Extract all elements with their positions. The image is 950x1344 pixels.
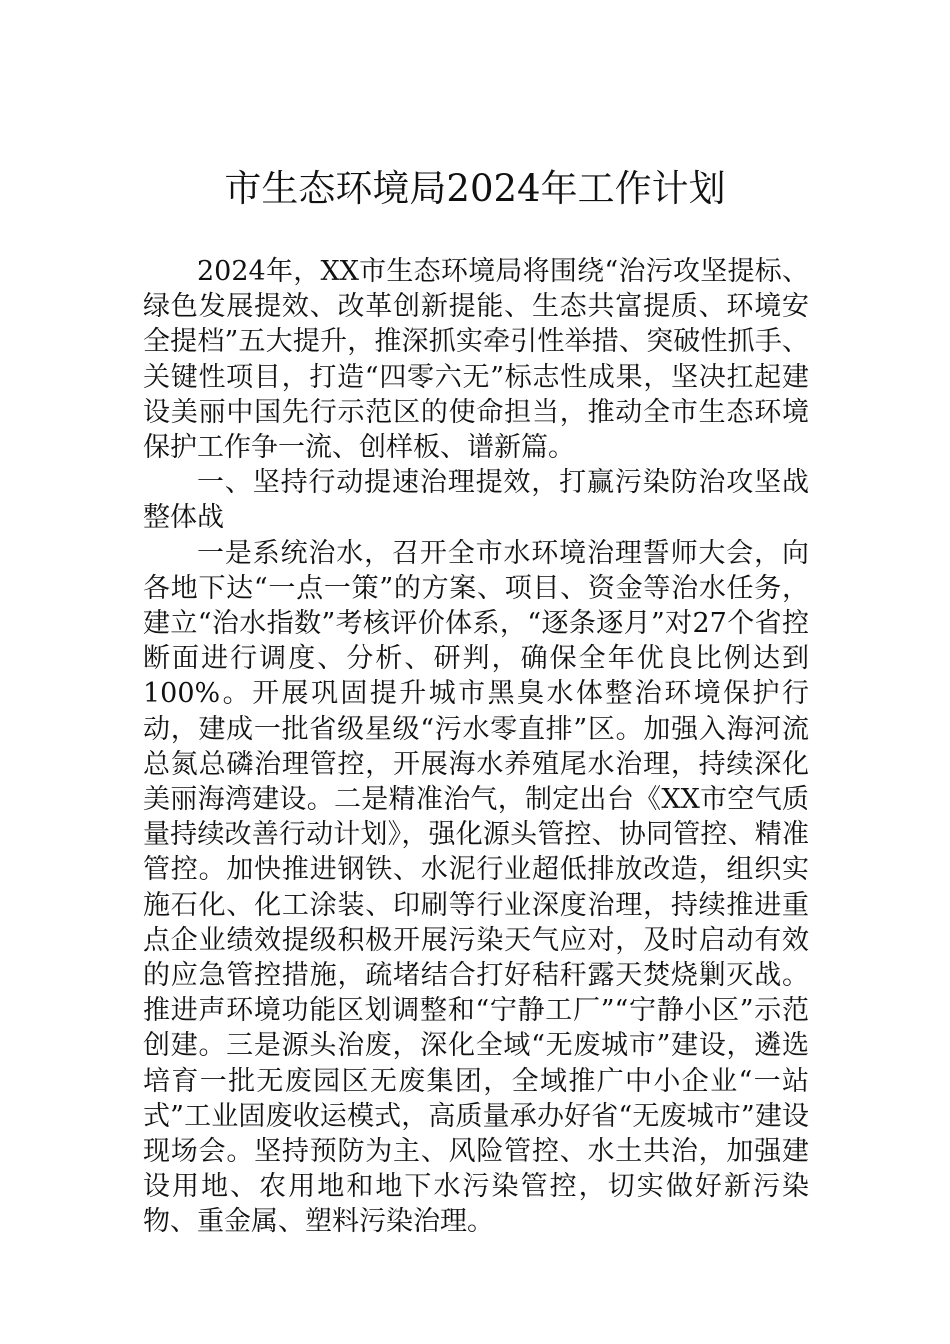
document-body — [143, 254, 809, 1240]
section-1-paragraph: 一是系统治水，召开全市水环境治理誓师大会，向各地下达“一点一策”的方案、项目、资金等治水任务，建立“治水指数”考核评价体系，“逐条逐月”对27个省控断面进行调度、分析、研判，确保全年优良比例达到100%。开展巩固提升城市黑臭水体整治环境保护行动，建成一批省级星级“污水零直排”区。加强入海河流总氮总磷治理管控，开展海水养殖尾水治理，持续深化美丽海湾建设。二是精准治气，制定出台《XX市空气质量持续改善行动计划》，强化源头管控、协同管控、精准管控。加快推进钢铁、水泥行业超低排放改造，组织实施石化、化工涂装、印刷等行业深度治理，持续推进重点企业绩效提级积极开展污染天气应对，及时启动有效的应急管控措施，疏堵结合打好秸秆露天焚烧剿灭战。推进声环境功能区划调整和“宁静工厂”“宁静小区”示范创建。三是源头治废，深化全域“无废城市”建设，遴选培育一批无废园区无废集团，全域推广中小企业“一站式”工业固废收运模式，高质量承办好省“无废城市”建设现场会。坚持预防为主、风险管控、水土共治，加强建设用地、农用地和地下水污染管控，切实做好新污染物、重金属、塑料污染治理。 — [143, 537, 809, 1238]
section-1-heading: 一、坚持行动提速治理提效，打赢污染防治攻坚战整体战 — [143, 467, 809, 534]
document-title: 市生态环境局2024年工作计划 — [224, 167, 726, 210]
intro-paragraph: 2024年，XX市生态环境局将围绕“治污攻坚提标、绿色发展提效、改革创新提能、生态共富提质、环境安全提档”五大提升，推深抓实牵引性举措、突破性抓手、关键性项目，打造“四零六无”标志性成果，坚决扛起建设美丽中国先行示范区的使命担当，推动全市生态环境保护工作争一流、创样板、谱新篇。 — [143, 256, 809, 464]
